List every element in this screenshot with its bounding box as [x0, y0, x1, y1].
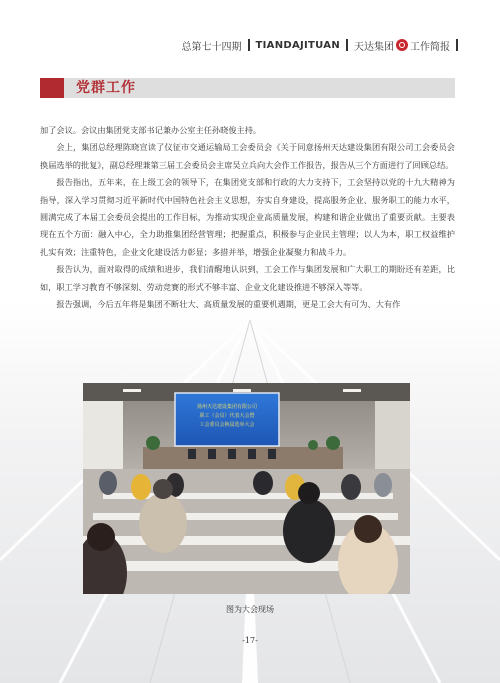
paragraph: 报告强调，今后五年将是集团不断壮大、高质量发展的重要机遇期，更是工会大有可为、大有作 — [56, 299, 401, 310]
page-number: -17- — [242, 636, 258, 645]
meeting-photo-illustration — [83, 383, 410, 594]
issue-number: 总第七十四期 — [181, 41, 242, 53]
company-logo-icon — [396, 39, 408, 51]
header-divider — [456, 39, 458, 51]
paragraph: 加了会议。会议由集团党支部书记兼办公室主任孙晓俊主持。 — [40, 125, 262, 135]
paragraph: 报告指出，五年来，在上级工会的领导下，在集团党支部和行政的大力支持下，工会坚持以党的十九大精神为指导，深入学习贯彻习近平新时代中国特色社会主义思想，夯实自身建设，提高服务企业、服务职工的能力水平，圆满完成了本届工会委员会提出的工作目标，为推动实现企业高质量发展，构建和谐企业做出了重要贡献。主要表现在五个方面：融入中心，全力助推集团经营管理；把握重点，积极参与企业民主管理；以人为本，职工权益维护扎实有效；注重特色，企业文化建设活力彰显；多措并举，增强企业凝聚力和战斗力。 — [40, 177, 455, 257]
section-title-bar — [40, 78, 455, 98]
section-title: 党群工作 — [76, 80, 136, 96]
publication-name: 工作简报 — [410, 41, 450, 53]
paragraph: 报告认为，面对取得的成绩和进步，我们清醒地认识到，工会工作与集团发展和广大职工的期盼还有差距，比如，职工学习教育不够深刻、劳动竞赛的形式不够丰富、企业文化建设推进不够深入等等。 — [40, 264, 455, 292]
meeting-photo — [83, 383, 410, 594]
company-name: 天达集团 — [354, 41, 394, 53]
brand-pinyin: TIANDAJITUAN — [255, 39, 340, 51]
screen-text-line: 工会委员会换届选举大会 — [199, 422, 255, 428]
screen-text-line: 扬州天达建设集团有限公司 — [196, 404, 258, 410]
page-header — [182, 38, 464, 52]
header-divider — [248, 39, 250, 51]
photo-caption: 图为大会现场 — [226, 605, 274, 614]
header-divider — [346, 39, 348, 51]
article-body — [40, 122, 455, 313]
paragraph: 会上，集团总经理陈晓宣读了仪征市交通运输局工会委员会《关于同意扬州天达建设集团有限公司工会委员会换届选举的批复》，副总经理兼第三届工会委员会主席吴立兵向大会作工作报告，报告从三个方面进行了回顾总结。 — [40, 142, 455, 170]
section-accent-block — [40, 78, 64, 98]
screen-text-line: 职工（会员）代表大会暨 — [199, 413, 255, 419]
